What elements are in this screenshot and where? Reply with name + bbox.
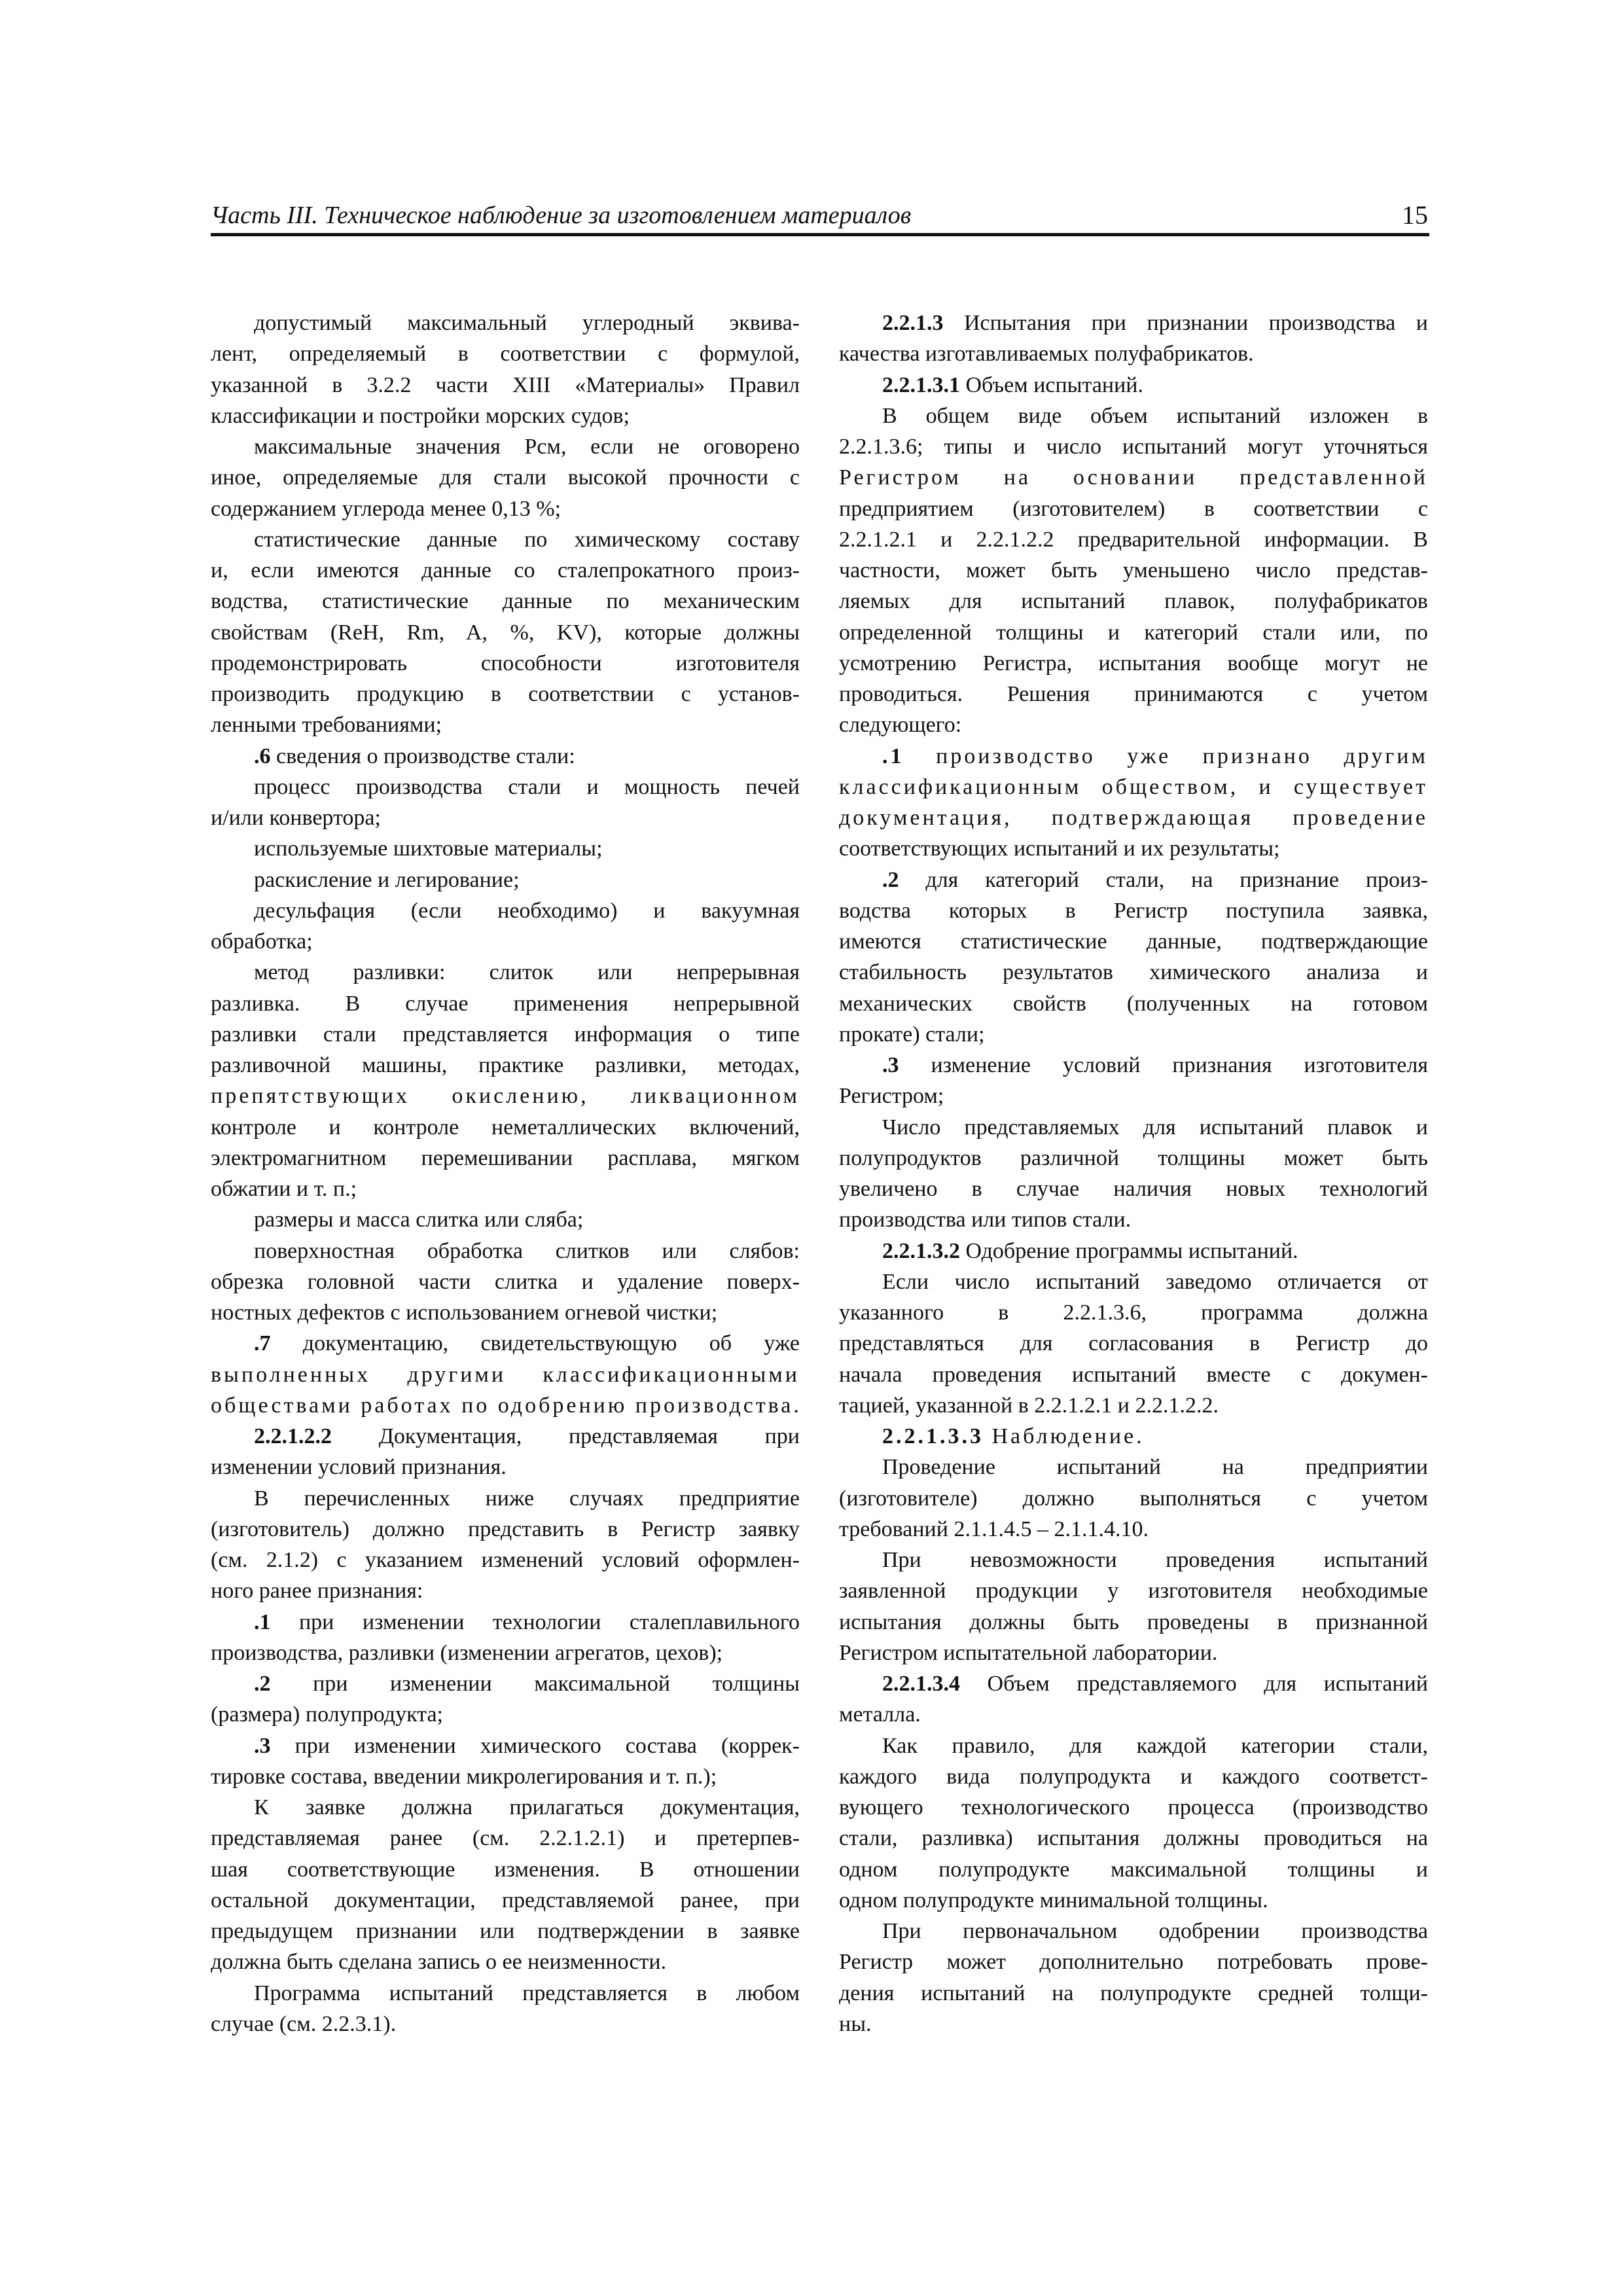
line-text: Наблюдение. xyxy=(984,1424,1145,1448)
text-line xyxy=(211,1731,800,1761)
line-text: Если число испытаний заведомо отличается от xyxy=(882,1269,1428,1294)
text-line xyxy=(839,338,1428,369)
page-number: 15 xyxy=(1402,200,1428,230)
line-text: обществами работах по одобрению производства. xyxy=(211,1393,802,1418)
text-line xyxy=(211,308,800,338)
text-line xyxy=(211,431,800,462)
paragraph xyxy=(211,865,800,895)
paragraph xyxy=(839,1050,1428,1112)
line-text: разливка. В случае применения непрерывной xyxy=(211,991,800,1016)
line-text: (изготовитель) должно представить в Регистр заявку xyxy=(211,1516,800,1541)
text-line xyxy=(211,1854,800,1885)
line-text: стабильность результатов химического анализа и xyxy=(839,960,1428,985)
paragraph xyxy=(211,1236,800,1329)
line-text: максимальные значения Pсм, если не оговорено xyxy=(254,435,800,459)
line-text: электромагнитном перемешивании расплава, мягком xyxy=(211,1145,800,1170)
text-line xyxy=(211,1019,800,1050)
text-line xyxy=(839,1452,1428,1482)
line-text: производства или типов стали. xyxy=(839,1208,1132,1232)
line-text: проводиться. Решения принимаются с учетом xyxy=(839,682,1428,706)
paragraph xyxy=(839,1421,1428,1452)
text-line xyxy=(211,1236,800,1266)
paragraph xyxy=(211,833,800,864)
text-line xyxy=(211,1607,800,1638)
line-text: производства, разливки (изменении агрегатов, цехов); xyxy=(211,1640,723,1665)
line-text: При невозможности проведения испытаний xyxy=(882,1548,1428,1572)
text-line xyxy=(211,1112,800,1143)
line-text: Испытания при признании производства и xyxy=(943,311,1428,335)
text-line xyxy=(211,1761,800,1792)
line-text: В общем виде объем испытаний изложен в xyxy=(882,403,1428,428)
line-text: изменение условий признания изготовителя xyxy=(899,1053,1428,1077)
line-text: требований 2.1.1.4.5 – 2.1.1.4.10. xyxy=(839,1516,1149,1541)
line-text: вующего технологического процесса (производство xyxy=(839,1795,1428,1820)
line-text: десульфация (если необходимо) и вакуумная xyxy=(254,898,800,923)
text-line xyxy=(839,370,1428,401)
paragraph xyxy=(211,1668,800,1731)
line-text: 2.2.1.2.1 и 2.2.1.2.2 предварительной информации. В xyxy=(839,527,1428,552)
text-line xyxy=(839,648,1428,679)
line-text: поверхностная обработка слитков или слябов: xyxy=(254,1238,800,1263)
line-text: обработка; xyxy=(211,929,313,954)
text-line xyxy=(839,431,1428,462)
paragraph xyxy=(211,772,800,834)
paragraph xyxy=(839,1916,1428,2039)
line-text: изменении условий признания. xyxy=(211,1455,507,1480)
paragraph xyxy=(211,1607,800,1669)
line-text: предприятием (изготовителем) в соответствии с xyxy=(839,496,1428,521)
paragraph xyxy=(211,308,800,431)
line-text: дения испытаний на полупродукте средней толщи- xyxy=(839,1981,1428,2005)
line-text: ленными требованиями; xyxy=(211,713,442,738)
line-text: Документация, представляемая при xyxy=(332,1424,800,1448)
line-text: ного ранее признания: xyxy=(211,1579,423,1604)
line-text: производство уже признано другим xyxy=(904,744,1428,768)
line-text: Регистр может дополнительно потребовать прове- xyxy=(839,1950,1428,1975)
text-line xyxy=(211,1545,800,1575)
line-text: при изменении химического состава (коррек- xyxy=(270,1733,800,1758)
paragraph xyxy=(211,1978,800,2040)
text-line xyxy=(211,493,800,524)
paragraph xyxy=(211,431,800,524)
line-text: Как правило, для каждой категории стали, xyxy=(882,1733,1428,1758)
line-text: одном полупродукте максимальной толщины и xyxy=(839,1857,1428,1882)
text-line xyxy=(211,802,800,833)
line-text: иное, определяемые для стали высокой прочности с xyxy=(211,465,800,490)
paragraph xyxy=(839,1236,1428,1266)
text-line xyxy=(211,1390,800,1421)
line-text: препятствующих окислению, ликвационном xyxy=(211,1084,800,1109)
text-line xyxy=(839,865,1428,895)
line-text: Регистром; xyxy=(839,1084,944,1109)
clause-number: .3 xyxy=(882,1053,899,1077)
line-text: остальной документации, представляемой ранее, при xyxy=(211,1888,800,1912)
line-text: частности, может быть уменьшено число представ- xyxy=(839,558,1428,583)
line-text: Объем испытаний. xyxy=(960,372,1143,397)
paragraph xyxy=(211,1731,800,1793)
text-line xyxy=(211,1050,800,1081)
text-line xyxy=(839,1699,1428,1730)
text-line xyxy=(211,1514,800,1545)
line-text: прокате) стали; xyxy=(839,1022,985,1047)
text-line xyxy=(211,1204,800,1235)
text-line xyxy=(839,1236,1428,1266)
text-line xyxy=(839,1545,1428,1575)
line-text: ностных дефектов с использованием огневой чистки; xyxy=(211,1300,718,1325)
text-line xyxy=(839,833,1428,864)
line-text: усмотрению Регистра, испытания вообще могут не xyxy=(839,651,1428,675)
text-line xyxy=(211,1638,800,1668)
paragraph xyxy=(211,1483,800,1607)
text-line xyxy=(211,1174,800,1204)
paragraph xyxy=(839,865,1428,1050)
text-line xyxy=(839,1854,1428,1885)
text-line xyxy=(839,1731,1428,1761)
text-line xyxy=(211,1081,800,1111)
line-text: обрезка головной части слитка и удаление поверх- xyxy=(211,1269,800,1294)
text-line xyxy=(839,524,1428,555)
text-line xyxy=(839,1792,1428,1823)
line-text: водства, статистические данные по механическим xyxy=(211,589,800,614)
text-line xyxy=(839,1916,1428,1946)
running-header xyxy=(211,198,1429,236)
line-text: (изготовителе) должно выполняться с учетом xyxy=(839,1486,1428,1511)
text-line xyxy=(211,772,800,802)
header-title: Часть III. Техническое наблюдение за изготовлением материалов xyxy=(211,202,912,229)
text-line xyxy=(839,1328,1428,1359)
text-line xyxy=(839,1668,1428,1699)
line-text: (см. 2.1.2) с указанием изменений условий оформлен- xyxy=(211,1548,800,1572)
text-line xyxy=(211,1885,800,1916)
line-text: при изменении максимальной толщины xyxy=(270,1672,800,1696)
paragraph xyxy=(839,1668,1428,1731)
text-line xyxy=(211,401,800,431)
line-text: разливки стали представляется информация о типе xyxy=(211,1022,800,1047)
line-text: одном полупродукте минимальной толщины. xyxy=(839,1888,1268,1912)
line-text: указанного в 2.2.1.3.6, программа должна xyxy=(839,1300,1428,1325)
text-line xyxy=(839,1483,1428,1514)
line-text: шая соответствующие изменения. В отношении xyxy=(211,1857,800,1882)
text-line xyxy=(211,370,800,401)
text-line xyxy=(839,1421,1428,1452)
line-text: представляться для согласования в Регистр до xyxy=(839,1331,1428,1356)
line-text: начала проведения испытаний вместе с докумен- xyxy=(839,1362,1428,1387)
text-line xyxy=(211,1328,800,1359)
clause-number: 2.2.1.3.1 xyxy=(882,372,960,397)
paragraph xyxy=(211,741,800,772)
text-line xyxy=(839,1112,1428,1143)
text-line xyxy=(839,895,1428,926)
line-text: увеличено в случае наличия новых технологий xyxy=(839,1177,1428,1201)
text-line xyxy=(839,1174,1428,1204)
text-line xyxy=(211,1575,800,1606)
line-text: производить продукцию в соответствии с установ- xyxy=(211,682,800,706)
line-text: случае (см. 2.2.3.1). xyxy=(211,2011,397,2036)
text-line xyxy=(211,1483,800,1514)
text-line xyxy=(839,1019,1428,1050)
text-line xyxy=(211,1978,800,2009)
clause-number: .7 xyxy=(254,1331,271,1356)
text-line xyxy=(839,401,1428,431)
line-text: ляемых для испытаний плавок, полуфабрикатов xyxy=(839,589,1428,614)
text-line xyxy=(839,1885,1428,1916)
line-text: сведения о производстве стали: xyxy=(270,744,575,768)
text-line xyxy=(839,1204,1428,1235)
line-text: статистические данные по химическому составу xyxy=(254,527,800,552)
line-text: Число представляемых для испытаний плавок и xyxy=(882,1115,1428,1139)
text-line xyxy=(839,617,1428,648)
text-line xyxy=(211,741,800,772)
text-line xyxy=(211,988,800,1019)
paragraph xyxy=(839,401,1428,741)
text-line xyxy=(839,1081,1428,1111)
paragraph xyxy=(839,1112,1428,1236)
line-text: качества изготавливаемых полуфабрикатов. xyxy=(839,342,1254,367)
line-text: указанной в 3.2.2 части XIII «Материалы» Правил xyxy=(211,372,800,397)
text-line xyxy=(839,1050,1428,1081)
line-text: Одобрение программы испытаний. xyxy=(960,1238,1298,1263)
line-text: размеры и масса слитка или сляба; xyxy=(254,1208,584,1232)
text-line xyxy=(211,1452,800,1482)
paragraph xyxy=(839,1545,1428,1668)
text-line xyxy=(211,648,800,679)
text-line xyxy=(211,865,800,895)
line-text: продемонстрировать способности изготовителя xyxy=(211,651,800,675)
clause-number: .2 xyxy=(254,1672,271,1696)
text-line xyxy=(211,1421,800,1452)
line-text: Объем представляемого для испытаний xyxy=(960,1672,1428,1696)
line-text: следующего: xyxy=(839,713,962,738)
clause-number: .6 xyxy=(254,744,271,768)
text-line xyxy=(211,709,800,740)
paragraph xyxy=(839,370,1428,401)
text-line xyxy=(211,895,800,926)
line-text: испытания должны быть проведены в признанной xyxy=(839,1609,1428,1634)
text-line xyxy=(839,586,1428,617)
paragraph xyxy=(839,1452,1428,1545)
line-text: (размера) полупродукта; xyxy=(211,1702,443,1727)
line-text: тацией, указанной в 2.2.1.2.1 и 2.2.1.2.2. xyxy=(839,1393,1219,1418)
line-text: полупродуктов различной толщины может быть xyxy=(839,1145,1428,1170)
text-line xyxy=(839,308,1428,338)
text-line xyxy=(211,1916,800,1946)
line-text: для категорий стали, на признание произ- xyxy=(899,867,1428,892)
line-text: разливочной машины, практике разливки, методах, xyxy=(211,1053,800,1077)
text-line xyxy=(839,1575,1428,1606)
text-line xyxy=(839,741,1428,772)
line-text: представляемая ранее (см. 2.2.1.2.1) и претерпев- xyxy=(211,1826,800,1851)
line-text: лент, определяемый в соответствии с формулой, xyxy=(211,342,800,367)
text-line xyxy=(211,1668,800,1699)
paragraph xyxy=(839,1266,1428,1421)
paragraph xyxy=(211,524,800,741)
paragraph xyxy=(211,1204,800,1235)
line-text: предыдущем признании или подтверждении в заявке xyxy=(211,1919,800,1943)
line-text: классификационным обществом, и существует xyxy=(839,774,1428,799)
line-text: процесс производства стали и мощность печей xyxy=(254,774,800,799)
right-column xyxy=(839,308,1428,2039)
text-line xyxy=(839,1514,1428,1545)
text-line xyxy=(211,1946,800,1977)
line-text: заявленной продукции у изготовителя необходимые xyxy=(839,1579,1428,1604)
text-line xyxy=(839,462,1428,493)
line-text: допустимый максимальный углеродный эквива- xyxy=(254,311,800,335)
line-text: документация, подтверждающая проведение xyxy=(839,806,1428,830)
text-line xyxy=(839,1607,1428,1638)
text-line xyxy=(839,1761,1428,1792)
text-line xyxy=(211,1266,800,1297)
text-line xyxy=(839,709,1428,740)
text-line xyxy=(839,1266,1428,1297)
line-text: механических свойств (полученных на готовом xyxy=(839,991,1428,1016)
line-text: Регистром на основании представленной xyxy=(839,465,1428,490)
text-line xyxy=(211,1792,800,1823)
text-line xyxy=(211,833,800,864)
clause-number: 2.2.1.3.4 xyxy=(882,1672,960,1696)
text-line xyxy=(839,1638,1428,1668)
line-text: стали, разливка) испытания должны проводиться на xyxy=(839,1826,1428,1851)
paragraph xyxy=(211,1421,800,1483)
line-text: и/или конвертора; xyxy=(211,806,381,830)
text-line xyxy=(211,1297,800,1328)
paragraph xyxy=(211,957,800,1204)
text-line xyxy=(211,586,800,617)
text-line xyxy=(211,1699,800,1730)
text-line xyxy=(839,679,1428,709)
text-line xyxy=(839,957,1428,988)
text-line xyxy=(839,1390,1428,1421)
text-line xyxy=(839,926,1428,957)
text-line xyxy=(211,1359,800,1390)
line-text: металла. xyxy=(839,1702,921,1727)
line-text: контроле и контроле неметаллических включений, xyxy=(211,1115,800,1139)
line-text: имеются статистические данные, подтверждающие xyxy=(839,929,1428,954)
clause-number: .3 xyxy=(254,1733,271,1758)
line-text: 2.2.1.3.6; типы и число испытаний могут уточняться xyxy=(839,435,1428,459)
text-line xyxy=(839,1978,1428,2009)
line-text: В перечисленных ниже случаях предприятие xyxy=(254,1486,800,1511)
line-text: Регистром испытательной лаборатории. xyxy=(839,1640,1218,1665)
line-text: раскисление и легирование; xyxy=(254,867,520,892)
text-line xyxy=(211,926,800,957)
paragraph xyxy=(839,308,1428,370)
text-line xyxy=(211,2009,800,2039)
paragraph xyxy=(211,1792,800,1978)
text-line xyxy=(839,555,1428,586)
text-line xyxy=(211,957,800,988)
clause-number: .2 xyxy=(882,867,899,892)
line-text: при изменении технологии сталеплавильного xyxy=(270,1609,800,1634)
paragraph xyxy=(839,1731,1428,1916)
clause-number: .1 xyxy=(882,744,904,768)
line-text: выполненных другими классификационными xyxy=(211,1362,800,1387)
text-line xyxy=(211,1823,800,1854)
line-text: должна быть сделана запись о ее неизменности. xyxy=(211,1950,667,1975)
paragraph xyxy=(839,741,1428,865)
line-text: Программа испытаний представляется в любом xyxy=(254,1981,800,2005)
line-text: документацию, свидетельствующую об уже xyxy=(270,1331,800,1356)
text-line xyxy=(839,772,1428,802)
line-text: обжатии и т. п.; xyxy=(211,1177,357,1201)
line-text: соответствующих испытаний и их результаты; xyxy=(839,836,1280,861)
line-text: Проведение испытаний на предприятии xyxy=(882,1455,1428,1480)
clause-number: 2.2.1.3 xyxy=(882,311,944,335)
line-text: каждого вида полупродукта и каждого соответст- xyxy=(839,1764,1428,1789)
clause-number: 2.2.1.3.2 xyxy=(882,1238,960,1263)
line-text: и, если имеются данные со сталепрокатного произ- xyxy=(211,558,800,583)
line-text: метод разливки: слиток или непрерывная xyxy=(254,960,800,985)
text-line xyxy=(211,338,800,369)
line-text: классификации и постройки морских судов; xyxy=(211,403,630,428)
line-text: При первоначальном одобрении производства xyxy=(882,1919,1428,1943)
text-line xyxy=(839,2009,1428,2039)
line-text: свойствам (ReH, Rm, A, %, KV), которые должны xyxy=(211,620,800,645)
text-line xyxy=(211,524,800,555)
text-line xyxy=(211,555,800,586)
clause-number: 2.2.1.3.3 xyxy=(882,1424,984,1448)
text-line xyxy=(839,1823,1428,1854)
paragraph xyxy=(211,895,800,958)
line-text: водства которых в Регистр поступила заявка, xyxy=(839,898,1428,923)
line-text: содержанием углерода менее 0,13 %; xyxy=(211,496,562,521)
text-line xyxy=(839,1359,1428,1390)
text-line xyxy=(839,1297,1428,1328)
line-text: К заявке должна прилагаться документация, xyxy=(254,1795,800,1820)
text-line xyxy=(839,1946,1428,1977)
clause-number: 2.2.1.2.2 xyxy=(254,1424,332,1448)
paragraph xyxy=(211,1328,800,1421)
text-line xyxy=(839,802,1428,833)
text-line xyxy=(211,679,800,709)
line-text: определенной толщины и категорий стали или, по xyxy=(839,620,1428,645)
text-line xyxy=(839,493,1428,524)
text-line xyxy=(839,1143,1428,1174)
text-line xyxy=(839,988,1428,1019)
text-line xyxy=(211,462,800,493)
clause-number: .1 xyxy=(254,1609,271,1634)
line-text: ны. xyxy=(839,2011,872,2036)
text-line xyxy=(211,617,800,648)
line-text: тировке состава, введении микролегирования и т. п.); xyxy=(211,1764,717,1789)
line-text: используемые шихтовые материалы; xyxy=(254,836,603,861)
text-line xyxy=(211,1143,800,1174)
left-column xyxy=(211,308,800,2039)
